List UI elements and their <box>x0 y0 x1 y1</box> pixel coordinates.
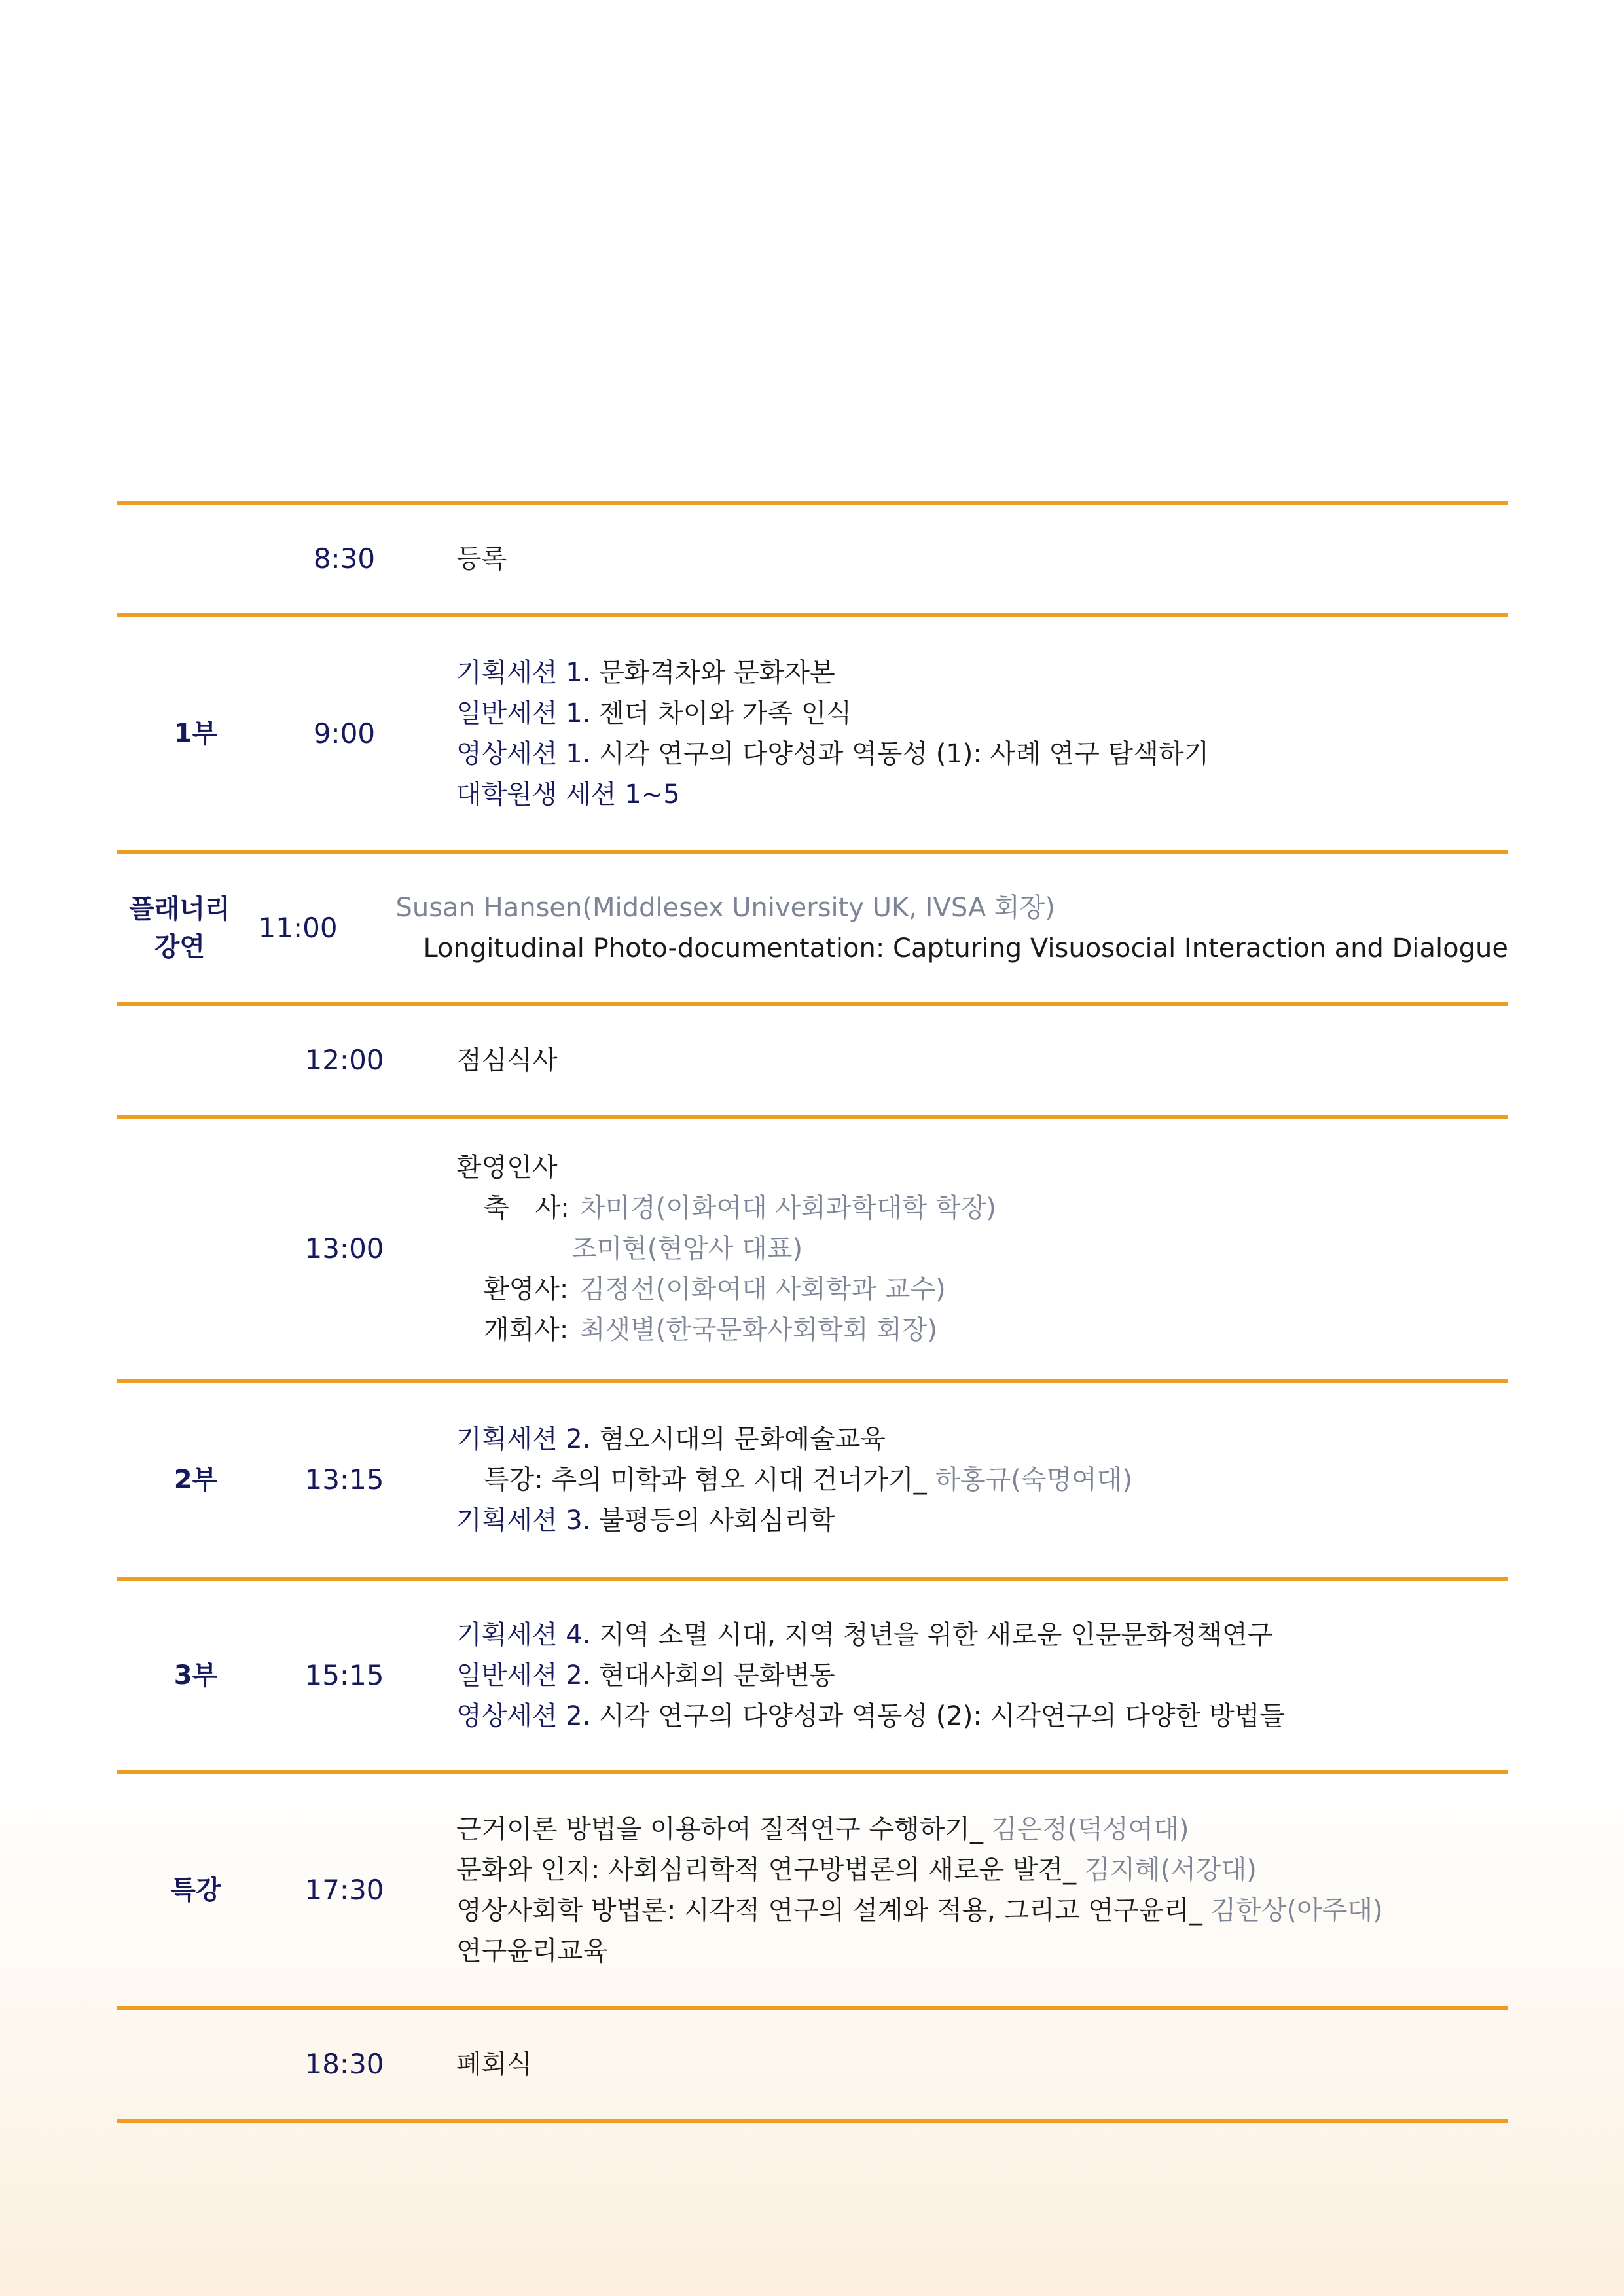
lecture-line: 연구윤리교육 <box>456 1936 608 1966</box>
content-cell <box>414 1147 1508 1350</box>
time-cell: 15:15 <box>304 1659 384 1691</box>
session-tag: 기획세션 2. <box>456 1424 591 1454</box>
lecture-title: 근거이론 방법을 이용하여 질적연구 수행하기_ <box>456 1814 984 1844</box>
part-label-line: 강연 <box>154 932 205 962</box>
schedule-row-part1 <box>117 613 1508 850</box>
time-cell: 13:00 <box>304 1232 384 1265</box>
schedule-row-closing <box>117 2006 1508 2123</box>
time-cell: 13:15 <box>304 1463 384 1496</box>
time-cell: 17:30 <box>304 1874 384 1906</box>
lecture-speaker: 김지혜(서강대) <box>1076 1855 1257 1885</box>
part-cell: 3부 <box>173 1660 218 1691</box>
lecture-title: 특강: 추의 미학과 혐오 시대 건너가기_ <box>484 1465 927 1495</box>
schedule-row-registration <box>117 501 1508 613</box>
session-line <box>456 693 1508 734</box>
speech-person: 김정선(이화여대 사회학과 교수) <box>571 1274 946 1304</box>
speaker-line: Susan Hansen(Middlesex University UK, IVSA 회장) <box>395 893 1055 923</box>
session-tag: 일반세션 1. <box>456 698 591 728</box>
session-title: 혐오시대의 문화예술교육 <box>590 1424 886 1454</box>
lecture-line <box>456 1460 1508 1500</box>
lecture-speaker: 김은정(덕성여대) <box>983 1814 1189 1844</box>
time-cell: 12:00 <box>304 1044 384 1076</box>
content-cell <box>353 888 1508 969</box>
part-cell: 2부 <box>173 1465 218 1495</box>
session-line <box>456 653 1508 693</box>
session-title: 시각 연구의 다양성과 역동성 (1): 사례 연구 탐색하기 <box>590 739 1210 769</box>
time-cell: 8:30 <box>313 543 376 575</box>
content-line: 환영인사 <box>456 1153 558 1183</box>
schedule-row-lectures <box>117 1770 1508 2006</box>
lecture-speaker: 하홍규(숙명여대) <box>926 1465 1133 1495</box>
session-title: 문화격차와 문화자본 <box>590 658 835 688</box>
content-line: 점심식사 <box>456 1045 558 1075</box>
session-line <box>456 1419 1508 1460</box>
content-cell <box>414 1809 1508 1971</box>
part-cell <box>117 890 243 966</box>
time-cell: 9:00 <box>313 717 376 749</box>
content-cell <box>414 1040 1508 1081</box>
session-tag: 일반세션 2. <box>456 1660 591 1691</box>
content-cell <box>414 539 1508 579</box>
session-tag: 대학원생 세션 1~5 <box>456 780 680 810</box>
lecture-title: 영상사회학 방법론: 시각적 연구의 설계와 적용, 그리고 연구윤리_ <box>456 1895 1202 1926</box>
session-line <box>456 1696 1508 1736</box>
lecture-speaker: 김한상(아주대) <box>1202 1895 1383 1926</box>
session-tag: 기획세션 3. <box>456 1505 591 1535</box>
session-tag: 기획세션 4. <box>456 1620 591 1650</box>
session-line <box>456 734 1508 774</box>
talk-title: Longitudinal Photo-documentation: Capturing Visuosocial Interaction and Dialogue <box>423 933 1508 963</box>
content-line: 등록 <box>456 544 507 574</box>
time-cell: 11:00 <box>258 912 338 944</box>
session-line <box>456 774 1508 815</box>
speech-line <box>456 1310 1508 1350</box>
content-cell <box>414 653 1508 815</box>
session-line <box>456 1500 1508 1541</box>
speech-line <box>456 1188 1508 1229</box>
speech-person: 조미현(현암사 대표) <box>571 1234 803 1264</box>
session-title: 젠더 차이와 가족 인식 <box>590 698 852 728</box>
session-title: 지역 소멸 시대, 지역 청년을 위한 새로운 인문문화정책연구 <box>590 1620 1273 1650</box>
speech-person: 차미경(이화여대 사회과학대학 학장) <box>571 1193 996 1223</box>
part-cell: 1부 <box>173 719 218 749</box>
speech-person: 최샛별(한국문화사회학회 회장) <box>571 1315 937 1345</box>
schedule-row-part2 <box>117 1379 1508 1577</box>
session-line <box>456 1615 1508 1655</box>
session-title: 현대사회의 문화변동 <box>590 1660 835 1691</box>
lecture-line <box>456 1809 1508 1850</box>
part-cell: 특강 <box>170 1875 221 1905</box>
session-title: 시각 연구의 다양성과 역동성 (2): 시각연구의 다양한 방법들 <box>590 1701 1286 1731</box>
session-tag: 기획세션 1. <box>456 658 591 688</box>
session-line <box>456 1655 1508 1696</box>
speech-line <box>456 1269 1508 1310</box>
lecture-title: 문화와 인지: 사회심리학적 연구방법론의 새로운 발견_ <box>456 1855 1077 1885</box>
speech-label: 개회사: <box>484 1315 569 1345</box>
schedule-row-part3 <box>117 1577 1508 1770</box>
lecture-line <box>456 1850 1508 1890</box>
schedule-table <box>117 501 1508 2123</box>
schedule-row-welcome <box>117 1115 1508 1379</box>
session-title: 불평등의 사회심리학 <box>590 1505 835 1535</box>
content-cell <box>414 2044 1508 2085</box>
content-cell <box>414 1615 1508 1736</box>
session-tag: 영상세션 1. <box>456 739 591 769</box>
lecture-line <box>456 1890 1508 1931</box>
time-cell: 18:30 <box>304 2048 384 2080</box>
content-cell <box>414 1419 1508 1541</box>
schedule-row-plenary <box>117 850 1508 1002</box>
speech-label: 축 사: <box>484 1193 569 1223</box>
session-tag: 영상세션 2. <box>456 1701 591 1731</box>
content-line: 폐회식 <box>456 2049 532 2079</box>
schedule-row-lunch <box>117 1002 1508 1115</box>
speech-label: 환영사: <box>484 1274 569 1304</box>
part-label-line: 플래너리 <box>129 894 230 924</box>
